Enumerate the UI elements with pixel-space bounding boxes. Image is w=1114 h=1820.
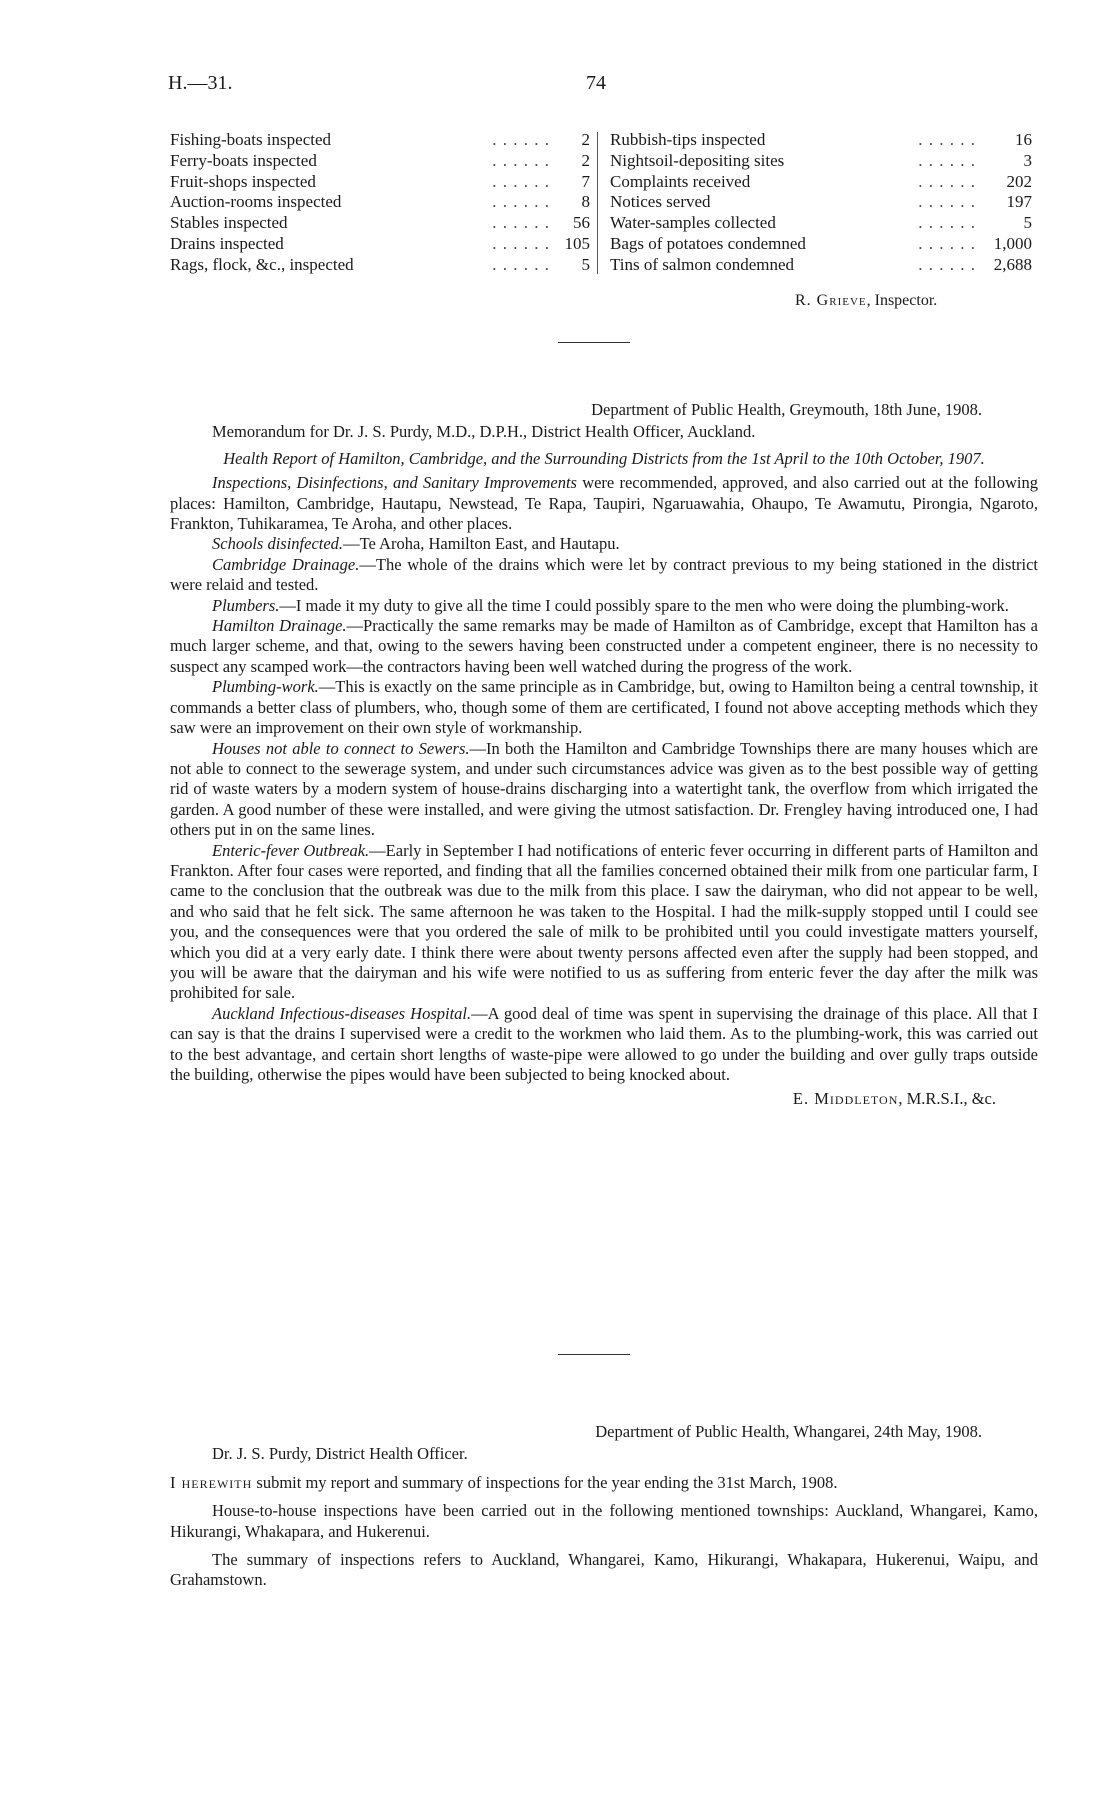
stats-label: Fruit-shops inspected	[170, 171, 316, 191]
paragraph-text: were recommended, approved, and also carried out at the following places: Hamilton, Cambridge, Hautapu, Newstead, Te Rapa, Taupiri, Ngaruawahia, Ohaupo, Te Awamutu, Pirongia, Ngaroto, Frankton, Tuhikaramea, Te Aroha, and other places.	[170, 473, 1038, 534]
leader-dots: . . . . . .	[918, 213, 976, 233]
stats-value: 5	[1023, 213, 1032, 233]
paragraph-text: —In both the Hamilton and Cambridge Townships there are many houses which are not able to connect to the sewerage system, and under such circumstances advice was given as to the best possible way of getting rid of waste waters by a modern system of house-drains discharging into a watertight tank, the overflow from which irrigated the garden. A good number of these were installed, and were giving the utmost satisfaction. Dr. Frengley having introduced one, I had others put in on the same lines.	[170, 738, 1038, 840]
stats-label: Notices served	[610, 192, 711, 212]
stats-row	[170, 213, 590, 234]
paragraph: House-to-house inspections have been carried out in the following mentioned townships: Auckland, Whangarei, Kamo, Hikurangi, Whakapara, and Hukerenui.	[170, 1501, 1038, 1541]
report-paragraph	[170, 677, 1038, 738]
stats-label: Tins of salmon condemned	[610, 254, 795, 274]
signature-grieve	[795, 292, 937, 310]
page-number: 74	[586, 72, 606, 94]
column-divider	[597, 132, 598, 274]
stats-row	[610, 130, 1032, 151]
stats-value: 202	[1006, 171, 1032, 191]
document-reference: H.—31.	[168, 72, 233, 94]
stats-row	[170, 255, 590, 276]
stats-row	[170, 151, 590, 172]
report-paragraph	[170, 739, 1038, 841]
leader-dots: . . . . . .	[492, 130, 550, 149]
stats-label: Nightsoil-depositing sites	[610, 150, 785, 170]
signature-name: R. Grieve	[795, 292, 867, 309]
report-paragraph	[170, 1004, 1038, 1086]
leader-dots: . . . . . .	[492, 150, 550, 170]
opening-text: submit my report and summary of inspections for the year ending the 31st March, 1908.	[252, 1472, 838, 1492]
stats-table-right	[610, 130, 1032, 276]
leader-dots: . . . . . .	[492, 233, 550, 253]
report-body	[170, 473, 1038, 1085]
stats-row	[610, 234, 1032, 255]
stats-row	[610, 255, 1032, 276]
paragraph-heading: Auckland Infectious-diseases Hospital.	[212, 1003, 472, 1023]
paragraph-heading: Cambridge Drainage.	[212, 554, 360, 574]
signature-name: E. Middleton	[792, 1089, 899, 1109]
paragraph-heading: Enteric-fever Outbreak.	[212, 840, 370, 860]
stats-value: 16	[1015, 130, 1032, 149]
section-divider	[558, 342, 630, 343]
leader-dots: . . . . . .	[918, 150, 976, 170]
stats-row	[610, 192, 1032, 213]
leader-dots: . . . . . .	[918, 192, 976, 212]
paragraph-text: —Te Aroha, Hamilton East, and Hautapu.	[343, 534, 620, 554]
report-paragraph	[170, 534, 1038, 554]
leader-dots: . . . . . .	[918, 254, 976, 274]
paragraph-heading: Schools disinfected.	[212, 534, 344, 554]
leader-dots: . . . . . .	[918, 171, 976, 191]
report-paragraph	[170, 841, 1038, 1004]
leader-dots: . . . . . .	[492, 254, 550, 274]
paragraph: The summary of inspections refers to Auckland, Whangarei, Kamo, Hikurangi, Whakapara, Hukerenui, Waipu, and Grahamstown.	[170, 1550, 1038, 1590]
stats-row	[610, 213, 1032, 234]
stats-value: 7	[581, 171, 590, 191]
paragraph-text: —The whole of the drains which were let by contract previous to my being stationed in the district were relaid and tested.	[170, 554, 1039, 595]
stats-value: 2	[581, 150, 590, 170]
opening-word: I herewith	[170, 1472, 253, 1492]
stats-label: Ferry-boats inspected	[170, 150, 317, 170]
stats-value: 105	[564, 233, 590, 253]
report-whangarei	[170, 1422, 1038, 1591]
signature-suffix: , M.R.S.I., &c.	[898, 1089, 996, 1109]
leader-dots: . . . . . .	[918, 130, 976, 149]
stats-value: 5	[581, 254, 590, 274]
leader-dots: . . . . . .	[918, 233, 976, 253]
stats-row	[610, 172, 1032, 193]
dateline: Department of Public Health, Whangarei, 24th May, 1908.	[595, 1422, 982, 1441]
leader-dots: . . . . . .	[492, 171, 550, 191]
stats-label: Fishing-boats inspected	[170, 130, 332, 149]
paragraph-heading: Plumbing-work.	[212, 677, 319, 697]
stats-value: 56	[573, 213, 590, 233]
report-paragraph	[170, 473, 1038, 534]
report-title: Health Report of Hamilton, Cambridge, and the Surrounding Districts from the 1st April to the 10th October, 1907.	[223, 448, 985, 468]
paragraph-text: —Practically the same remarks may be made of Hamilton as of Cambridge, except that Hamilton has a much larger scheme, and that, owing to the sewers having been constructed under a competent engineer, there is no necessity to suspect any scamped work—the contractors having been well watched during the progress of the work.	[170, 616, 1038, 676]
stats-label: Water-samples collected	[610, 213, 776, 233]
paragraph-heading: Inspections, Disinfections, and Sanitary Improvements	[212, 473, 577, 493]
stats-value: 1,000	[993, 233, 1032, 253]
stats-value: 2,688	[993, 254, 1032, 274]
memo-line: Memorandum for Dr. J. S. Purdy, M.D., D.P.H., District Health Officer, Auckland.	[212, 422, 756, 442]
stats-label: Auction-rooms inspected	[170, 192, 342, 212]
stats-row	[170, 130, 590, 151]
stats-label: Drains inspected	[170, 233, 284, 253]
stats-row	[170, 172, 590, 193]
stats-label: Rubbish-tips inspected	[610, 130, 766, 149]
addressee: Dr. J. S. Purdy, District Health Officer.	[212, 1444, 468, 1464]
paragraph-heading: Houses not able to connect to Sewers.	[212, 738, 470, 758]
paragraph-text: —Early in September I had notifications of enteric fever occurring in different parts of Hamilton and Frankton. After four cases were reported, and finding that all the families concerned obtained their milk from one particular farm, I came to the conclusion that the outbreak was due to the milk from this place. I saw the dairyman, who did not appear to be well, and who said that he felt sick. The same afternoon he was taken to the Hospital. I had the milk-supply stopped until I could see you, and the consequences were that you ordered the sale of milk to be prohibited until you could investigate matters yourself, which you did at a very early date. I think there were about twenty persons affected even after the supply had been stopped, and you will be aware that the dairyman and his wife were notified to us as suffering from enteric fever the day after the milk was prohibited for sale.	[170, 840, 1039, 1003]
stats-label: Bags of potatoes condemned	[610, 233, 806, 253]
stats-row	[610, 151, 1032, 172]
report-paragraph	[170, 555, 1038, 596]
stats-row	[170, 234, 590, 255]
leader-dots: . . . . . .	[492, 213, 550, 233]
paragraph-text: —A good deal of time was spent in supervising the drainage of this place. All that I can say is that the drains I supervised were a credit to the workmen who laid them. As to the plumbing-work, this was carried out to the best advantage, and certain short lengths of waste-pipe were allowed to go under the building and over gully traps outside the building, otherwise the pipes would have been subjected to being knocked about.	[170, 1003, 1038, 1084]
signature-middleton	[170, 1089, 1038, 1109]
dateline: Department of Public Health, Greymouth, 18th June, 1908.	[591, 400, 982, 419]
stats-value: 2	[581, 130, 590, 149]
report-paragraph	[170, 616, 1038, 677]
section-divider	[558, 1354, 630, 1355]
paragraph-text: —I made it my duty to give all the time I could possibly spare to the men who were doing the plumbing-work.	[279, 595, 1009, 615]
stats-value: 8	[581, 192, 590, 212]
stats-label: Rags, flock, &c., inspected	[170, 254, 354, 274]
stats-row	[170, 192, 590, 213]
leader-dots: . . . . . .	[492, 192, 550, 212]
stats-value: 3	[1023, 150, 1032, 170]
signature-title: , Inspector.	[866, 292, 938, 309]
stats-table-left	[170, 130, 590, 276]
paragraph-heading: Hamilton Drainage.	[212, 616, 347, 636]
report-paragraph	[170, 596, 1038, 616]
stats-label: Complaints received	[610, 171, 751, 191]
paragraph-heading: Plumbers.	[212, 595, 280, 615]
report-hamilton	[170, 400, 1038, 1110]
opening-paragraph	[170, 1473, 1038, 1493]
paragraph-text: —This is exactly on the same principle as in Cambridge, but, owing to Hamilton being a central township, it commands a better class of plumbers, who, though some of them are certificated, I found not above accepting methods which they saw were an improvement on their own style of workmanship.	[170, 677, 1038, 738]
stats-label: Stables inspected	[170, 213, 288, 233]
stats-value: 197	[1006, 192, 1032, 212]
